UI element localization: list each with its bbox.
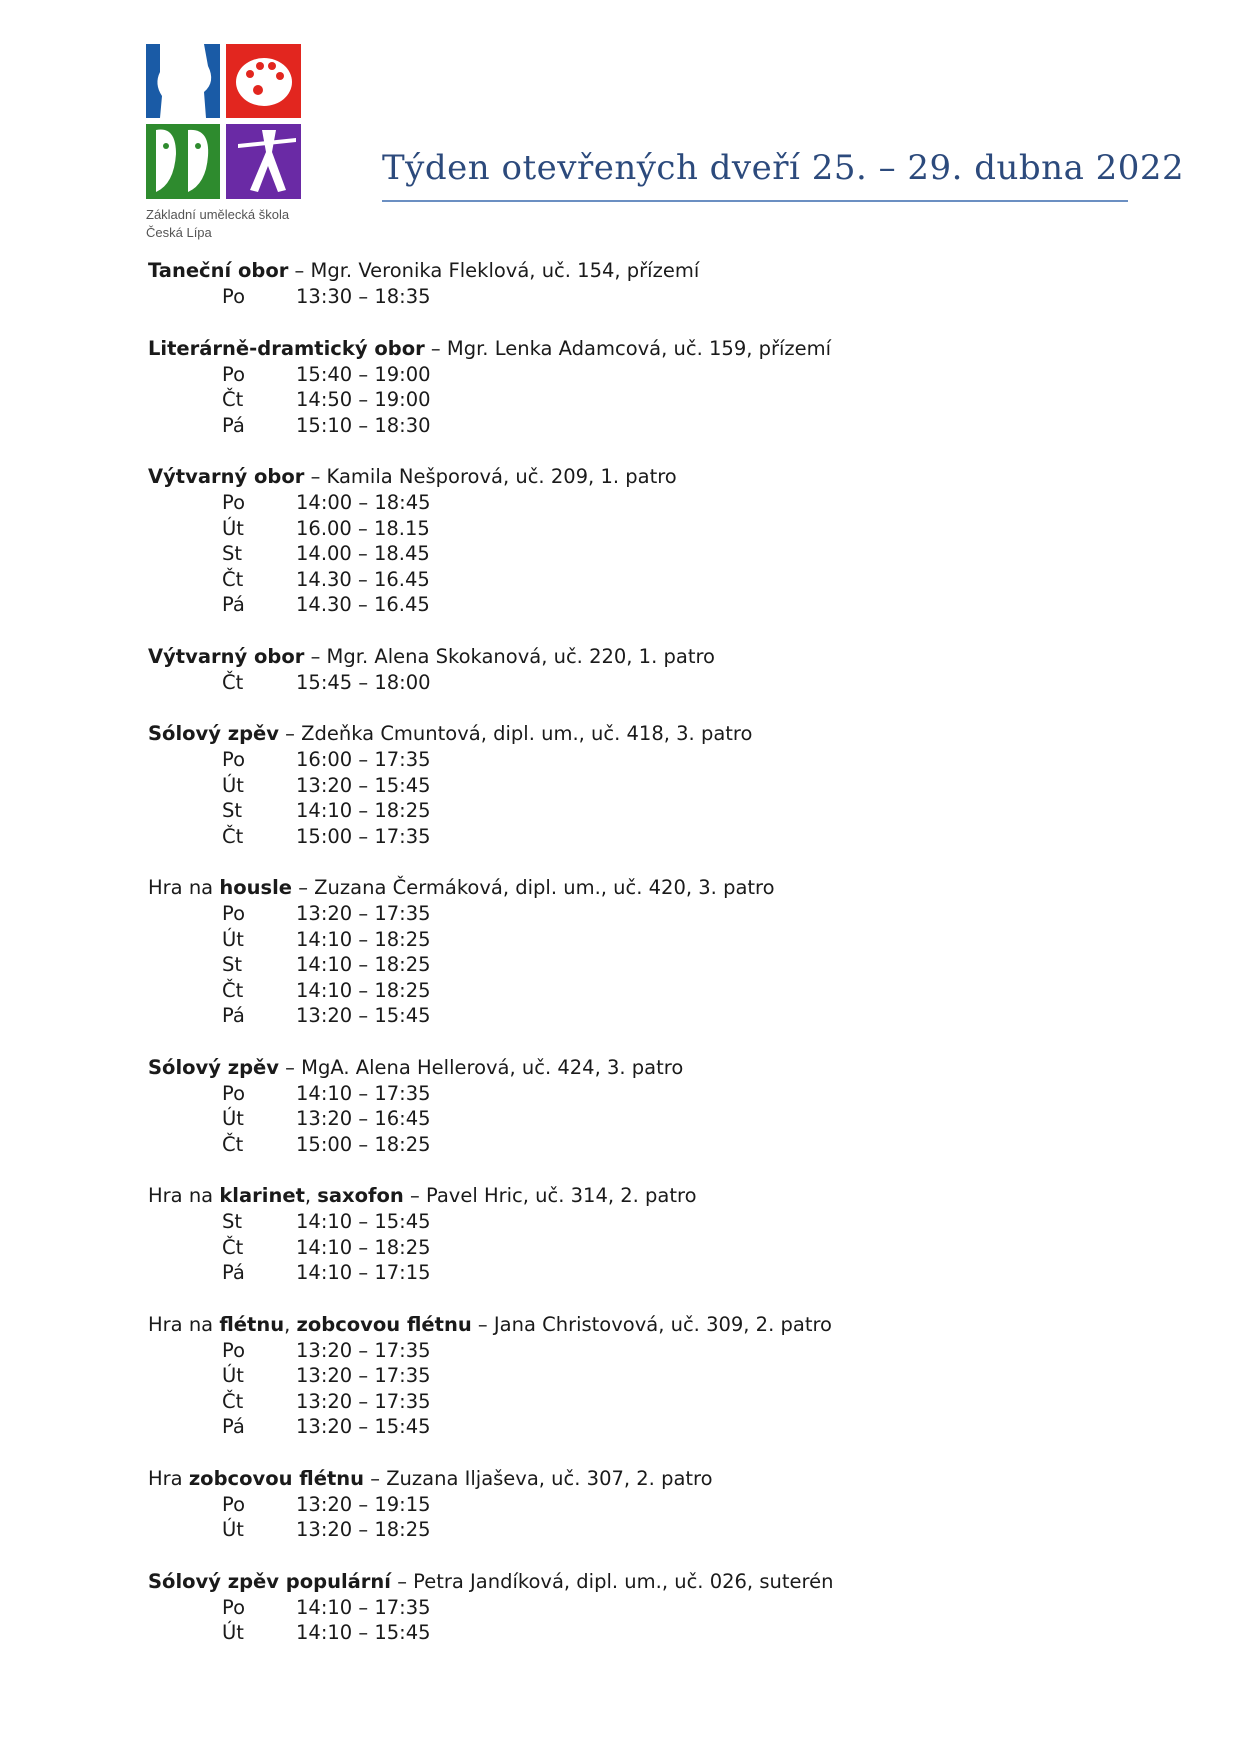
subject-name: Výtvarný obor	[148, 644, 305, 668]
school-name	[146, 206, 289, 242]
subject-name: Literárně-dramtický obor	[148, 336, 425, 360]
slot-time: 14:10 – 18:25	[296, 953, 431, 976]
subject-name: Sólový zpěv	[148, 722, 279, 745]
slot-day: Út	[222, 516, 244, 540]
teacher-room: – MgA. Alena Hellerová, uč. 424, 3. patro	[278, 1055, 684, 1079]
time-slot	[148, 670, 1148, 696]
time-slot	[148, 1106, 1148, 1132]
slot-day: Po	[222, 1338, 245, 1362]
subject-name: Taneční obor	[148, 259, 289, 282]
subject-separator: ,	[304, 1184, 318, 1207]
subject-name: Sólový zpěv populární	[148, 1569, 391, 1593]
slot-day: Po	[222, 1081, 245, 1105]
section-header	[148, 1466, 1148, 1492]
title-divider	[382, 200, 1128, 202]
schedule-section	[148, 1466, 1148, 1543]
slot-time: 13:20 – 17:35	[296, 1389, 431, 1413]
slot-time: 14.00 – 18.45	[296, 542, 430, 565]
slot-day: Po	[222, 902, 245, 925]
section-header	[148, 1055, 1148, 1081]
slot-day: Út	[222, 1621, 244, 1644]
time-slot	[148, 1209, 1148, 1235]
slot-time: 15:10 – 18:30	[296, 413, 431, 437]
slot-time: 14:10 – 18:25	[296, 927, 431, 951]
time-slot	[148, 516, 1148, 542]
teacher-room: – Mgr. Lenka Adamcová, uč. 159, přízemí	[424, 336, 832, 360]
slot-time: 14.30 – 16.45	[296, 567, 430, 591]
time-slot	[148, 773, 1148, 799]
slot-time: 16:00 – 17:35	[296, 748, 431, 771]
slot-day: Čt	[222, 670, 244, 694]
slot-time: 14:10 – 17:35	[296, 1081, 431, 1105]
time-slot	[148, 541, 1148, 567]
subject-prefix: Hra na	[148, 876, 220, 899]
time-slot	[148, 747, 1148, 773]
slot-day: Pá	[222, 1415, 245, 1438]
slot-day: Čt	[222, 1132, 244, 1156]
section-header	[148, 1569, 1148, 1595]
page-title: Týden otevřených dveří 25. – 29. dubna 2022	[382, 148, 1185, 188]
slot-day: Po	[222, 1595, 245, 1619]
slot-day: Út	[222, 773, 244, 797]
teacher-room: – Mgr. Alena Skokanová, uč. 220, 1. patro	[304, 644, 715, 668]
schedule-section	[148, 721, 1148, 849]
section-header	[148, 1183, 1148, 1209]
section-header	[148, 1312, 1148, 1338]
time-slot	[148, 901, 1148, 927]
time-slot	[148, 824, 1148, 850]
slot-time: 13:20 – 19:15	[296, 1492, 431, 1516]
subject-separator: ,	[284, 1312, 297, 1336]
time-slot	[148, 1132, 1148, 1158]
slot-day: Čt	[222, 567, 244, 591]
time-slot	[148, 798, 1148, 824]
teacher-room: – Mgr. Veronika Fleklová, uč. 154, přízemí	[288, 259, 700, 282]
subject-name: klarinet	[219, 1184, 305, 1207]
subject-name: housle	[219, 876, 293, 899]
subject-name: Výtvarný obor	[148, 465, 305, 488]
time-slot	[148, 1338, 1148, 1364]
teacher-room: – Zuzana Iljaševa, uč. 307, 2. patro	[364, 1466, 713, 1490]
time-slot	[148, 592, 1148, 618]
slot-time: 15:00 – 18:25	[296, 1132, 431, 1156]
subject-name: Sólový zpěv	[148, 1055, 279, 1079]
slot-time: 14:00 – 18:45	[296, 491, 431, 514]
slot-time: 13:20 – 17:35	[296, 902, 431, 925]
schedule-section	[148, 644, 1148, 696]
slot-day: Po	[222, 1492, 245, 1516]
schedule-section	[148, 1055, 1148, 1158]
school-name-line1: Základní umělecká škola	[146, 207, 290, 222]
teacher-room: – Kamila Nešporová, uč. 209, 1. patro	[304, 465, 677, 488]
slot-time: 13:20 – 15:45	[296, 1415, 431, 1438]
subject-prefix: Hra na	[148, 1312, 220, 1336]
slot-day: Po	[222, 748, 245, 771]
logo-graphic	[146, 44, 301, 199]
time-slot	[148, 284, 1148, 310]
schedule-section	[148, 258, 1148, 310]
slot-day: Út	[222, 1518, 244, 1541]
time-slot	[148, 1363, 1148, 1389]
slot-time: 14:10 – 17:15	[296, 1261, 431, 1284]
slot-time: 13:30 – 18:35	[296, 285, 431, 308]
section-header	[148, 875, 1148, 901]
slot-time: 14:50 – 19:00	[296, 388, 431, 411]
time-slot	[148, 1235, 1148, 1261]
slot-day: St	[222, 1210, 243, 1233]
time-slot	[148, 413, 1148, 439]
slot-day: Čt	[222, 1235, 244, 1259]
time-slot	[148, 1595, 1148, 1621]
teacher-room: – Pavel Hric, uč. 314, 2. patro	[403, 1184, 697, 1207]
subject-name: flétnu	[219, 1312, 285, 1336]
subject-name: zobcovou flétnu	[188, 1466, 365, 1490]
schedule-section	[148, 336, 1148, 439]
school-name-line2: Česká Lípa	[146, 225, 212, 240]
time-slot	[148, 1492, 1148, 1518]
slot-day: Út	[222, 927, 244, 951]
slot-day: Čt	[222, 388, 244, 411]
time-slot	[148, 1389, 1148, 1415]
section-header	[148, 721, 1148, 747]
slot-day: Pá	[222, 1004, 245, 1027]
slot-day: Út	[222, 1364, 244, 1387]
slot-time: 13:20 – 16:45	[296, 1107, 431, 1130]
subject-prefix: Hra	[148, 1466, 189, 1490]
slot-time: 15:40 – 19:00	[296, 362, 431, 386]
schedule-section	[148, 464, 1148, 618]
slot-time: 14:10 – 15:45	[296, 1210, 431, 1233]
section-header	[148, 464, 1148, 490]
slot-day: Čt	[222, 1389, 244, 1413]
teacher-room: – Zdeňka Cmuntová, dipl. um., uč. 418, 3. patro	[278, 722, 753, 745]
slot-time: 13:20 – 17:35	[296, 1338, 431, 1362]
slot-day: St	[222, 542, 243, 565]
time-slot	[148, 952, 1148, 978]
time-slot	[148, 978, 1148, 1004]
slot-day: Po	[222, 491, 245, 514]
schedule-section	[148, 1569, 1148, 1646]
time-slot	[148, 387, 1148, 413]
slot-day: Čt	[222, 978, 244, 1002]
time-slot	[148, 1003, 1148, 1029]
slot-day: Pá	[222, 1261, 245, 1284]
time-slot	[148, 1414, 1148, 1440]
teacher-room: – Zuzana Čermáková, dipl. um., uč. 420, 3. patro	[292, 876, 775, 899]
slot-day: Po	[222, 362, 245, 386]
schedule-section	[148, 1183, 1148, 1286]
time-slot	[148, 1081, 1148, 1107]
schedule-section	[148, 875, 1148, 1029]
slot-day: St	[222, 953, 243, 976]
slot-time: 15:00 – 17:35	[296, 824, 431, 848]
schedule-section	[148, 1312, 1148, 1440]
subject-name-secondary: saxofon	[317, 1184, 404, 1207]
time-slot	[148, 927, 1148, 953]
section-header	[148, 336, 1148, 362]
slot-time: 14.30 – 16.45	[296, 593, 430, 616]
slot-time: 13:20 – 15:45	[296, 773, 431, 797]
section-header	[148, 644, 1148, 670]
slot-day: Pá	[222, 413, 245, 437]
schedule-list	[148, 258, 1148, 1672]
slot-time: 14:10 – 17:35	[296, 1595, 431, 1619]
slot-time: 14:10 – 18:25	[296, 799, 431, 822]
time-slot	[148, 490, 1148, 516]
slot-time: 15:45 – 18:00	[296, 670, 431, 694]
slot-time: 13:20 – 17:35	[296, 1364, 431, 1387]
section-header	[148, 258, 1148, 284]
slot-time: 13:20 – 18:25	[296, 1518, 431, 1541]
slot-time: 13:20 – 15:45	[296, 1004, 431, 1027]
time-slot	[148, 567, 1148, 593]
slot-day: St	[222, 799, 243, 822]
slot-time: 16.00 – 18.15	[296, 516, 430, 540]
slot-day: Út	[222, 1107, 244, 1130]
time-slot	[148, 1260, 1148, 1286]
slot-time: 14:10 – 18:25	[296, 978, 431, 1002]
subject-prefix: Hra na	[148, 1184, 220, 1207]
teacher-room: – Jana Christovová, uč. 309, 2. patro	[471, 1312, 832, 1336]
slot-time: 14:10 – 15:45	[296, 1621, 431, 1644]
time-slot	[148, 1620, 1148, 1646]
slot-day: Pá	[222, 593, 245, 616]
time-slot	[148, 1517, 1148, 1543]
slot-day: Čt	[222, 824, 244, 848]
time-slot	[148, 362, 1148, 388]
school-logo	[146, 44, 301, 199]
slot-day: Po	[222, 285, 245, 308]
subject-name-secondary: zobcovou flétnu	[296, 1312, 472, 1336]
teacher-room: – Petra Jandíková, dipl. um., uč. 026, suterén	[391, 1569, 834, 1593]
slot-time: 14:10 – 18:25	[296, 1235, 431, 1259]
